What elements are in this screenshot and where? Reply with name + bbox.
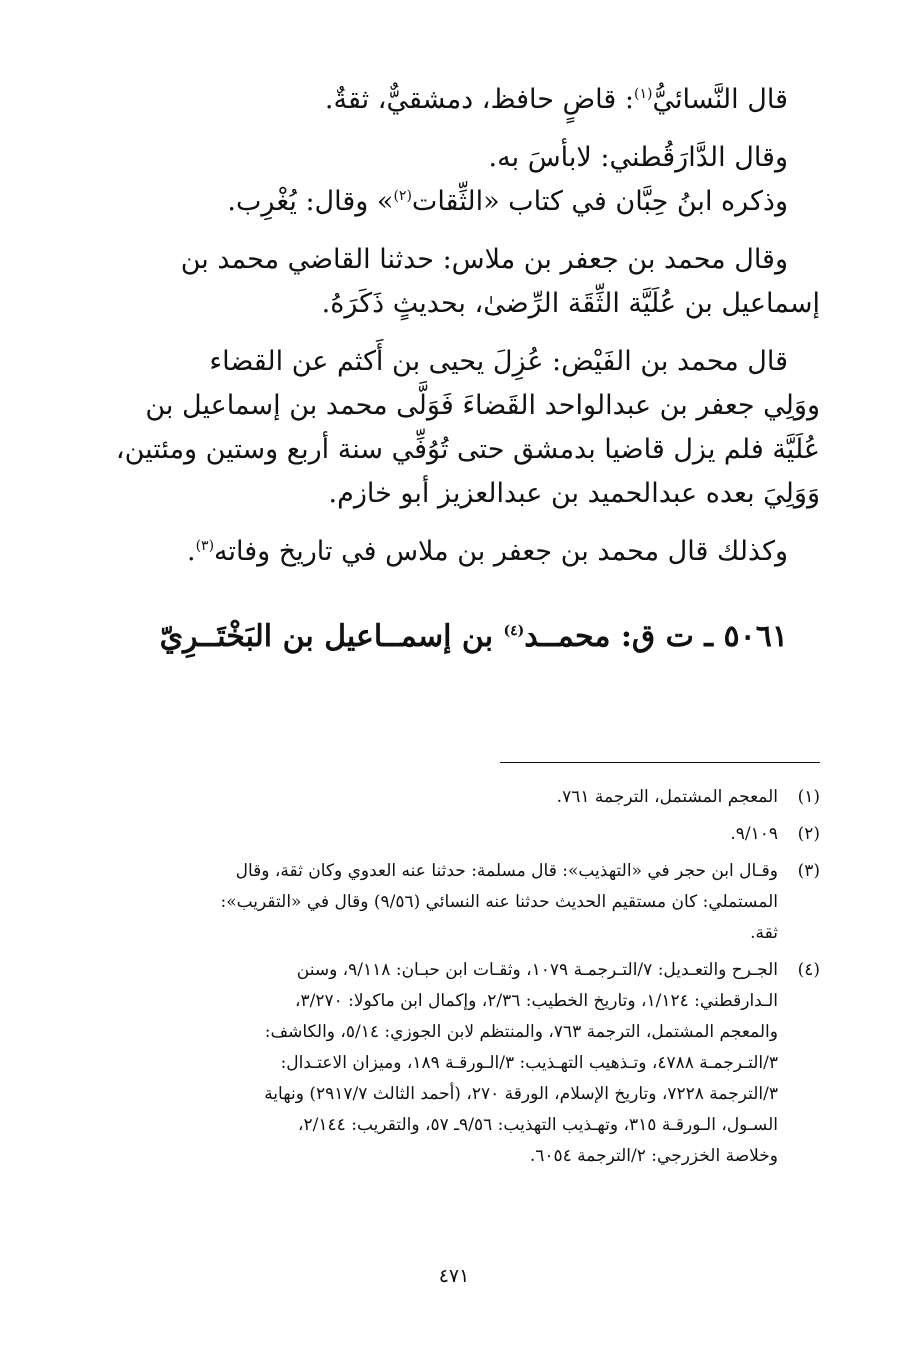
footnote-1 <box>112 782 820 813</box>
footnote-line: والمعجم المشتمل، الترجمة ٧٦٣، والمنتظم لابن الجوزي: ٥/١٤، والكاشف: <box>264 1022 778 1042</box>
footnote-line: وخلاصة الخزرجي: ٢/الترجمة ٦٠٥٤. <box>529 1146 778 1166</box>
footnote-line: الـدارقطني: ١/١٢٤، وتاريخ الخطيب: ٢/٣٦، وإكمال ابن ماكولا: ٣/٢٧٠، <box>295 991 778 1011</box>
text-line-4: وقال محمد بن جعفر بن ملاس: حدثنا القاضي محمد بن <box>180 244 788 275</box>
text-line-10: وكذلك قال محمد بن جعفر بن ملاس في تاريخ وفاته$^{(٣)}$. <box>186 536 788 567</box>
entry-heading: ٥٠٦١ ـ ت ق: محمــد$^{(٤)}$ بن إسمــاعيل بن البَخْتَــرِيّ <box>159 619 788 654</box>
footnote-line: السـول، الـورقـة ٣١٥، وتهـذيب التهذيب: ٩/٥٦ـ ٥٧، والتقريب: ٢/١٤٤، <box>298 1115 778 1135</box>
footnote-line: وقـال ابن حجر في «التهذيب»: قال مسلمة: حدثنا عنه العدوي وكان ثقة، وقال <box>235 861 778 881</box>
text-line-9: وَوَلِيَ بعده عبدالحميد بن عبدالعزيز أبو خازم. <box>328 478 820 509</box>
footnote-3 <box>112 856 820 949</box>
footnote-line: ثقة. <box>750 923 778 943</box>
footnote-ref-1[interactable]: (١) <box>633 86 653 102</box>
text-line-7: ووَلِي جعفر بن عبدالواحد القَضاءَ فَوَلَّى محمد بن إسماعيل بن <box>145 390 820 421</box>
footnote-line: الجـرح والتعـديل: ٧/التـرجمـة ١٠٧٩، وثقـات ابن حبـان: ٩/١١٨، وسنن <box>296 960 778 980</box>
footnote-line: ٣/التـرجمـة ٤٧٨٨، وتـذهيب التهـذيب: ٣/الـورقـة ١٨٩، وميزان الاعتـدال: <box>280 1053 778 1073</box>
page-number: ٤٧١ <box>438 1265 470 1287</box>
footnote-2 <box>112 819 820 850</box>
footnote-number: (١) <box>797 787 820 807</box>
text-line-5: إسماعيل بن عُلَيَّة الثِّقَة الرِّضىٰ، بحديثٍ ذَكَرَهُ. <box>321 288 820 319</box>
main-text <box>112 78 820 660</box>
text-line-2: وقال الدَّارَقُطني: لابأسَ به. <box>488 142 788 173</box>
text-line-6: قال محمد بن الفَيْض: عُزِلَ يحيى بن أَكثم عن القضاء <box>209 346 788 377</box>
footnote-number: (٤) <box>797 960 820 980</box>
footnote-4 <box>112 955 820 1172</box>
footnote-line: ٩/١٠٩. <box>730 824 778 844</box>
text-line-1: قال النَّسائيُّ$^{(١)}$: قاضٍ حافظ، دمشقيٌّ، ثقةٌ. <box>324 84 788 115</box>
footnote-ref-4[interactable]: (٤) <box>503 623 525 639</box>
footnote-line: المعجم المشتمل، الترجمة ٧٦١. <box>556 787 778 807</box>
text-line-8: عُلَيَّة فلم يزل قاضيا بدمشق حتى تُوُفِّي سنة أربع وستين ومئتين، <box>115 434 820 465</box>
footnotes <box>112 782 820 1178</box>
footnote-ref-3[interactable]: (٣) <box>195 538 215 554</box>
footnote-line: ٣/الترجمة ٧٢٢٨، وتاريخ الإسلام، الورقة ٢٧٠، (أحمد الثالث ٢٩١٧/٧) ونهاية <box>264 1084 778 1104</box>
footnote-line: المستملي: كان مستقيم الحديث حدثنا عنه النسائي (٩/٥٦) وقال في «التقريب»: <box>220 892 778 912</box>
footnote-number: (٣) <box>797 861 820 881</box>
footnote-ref-2[interactable]: (٢) <box>393 188 412 204</box>
text-line-3: وذكره ابنُ حِبَّان في كتاب «الثِّقات$^{(٢)}$» وقال: يُغْرِب. <box>227 186 788 217</box>
footnote-number: (٢) <box>797 824 820 844</box>
footnote-divider <box>500 762 820 763</box>
